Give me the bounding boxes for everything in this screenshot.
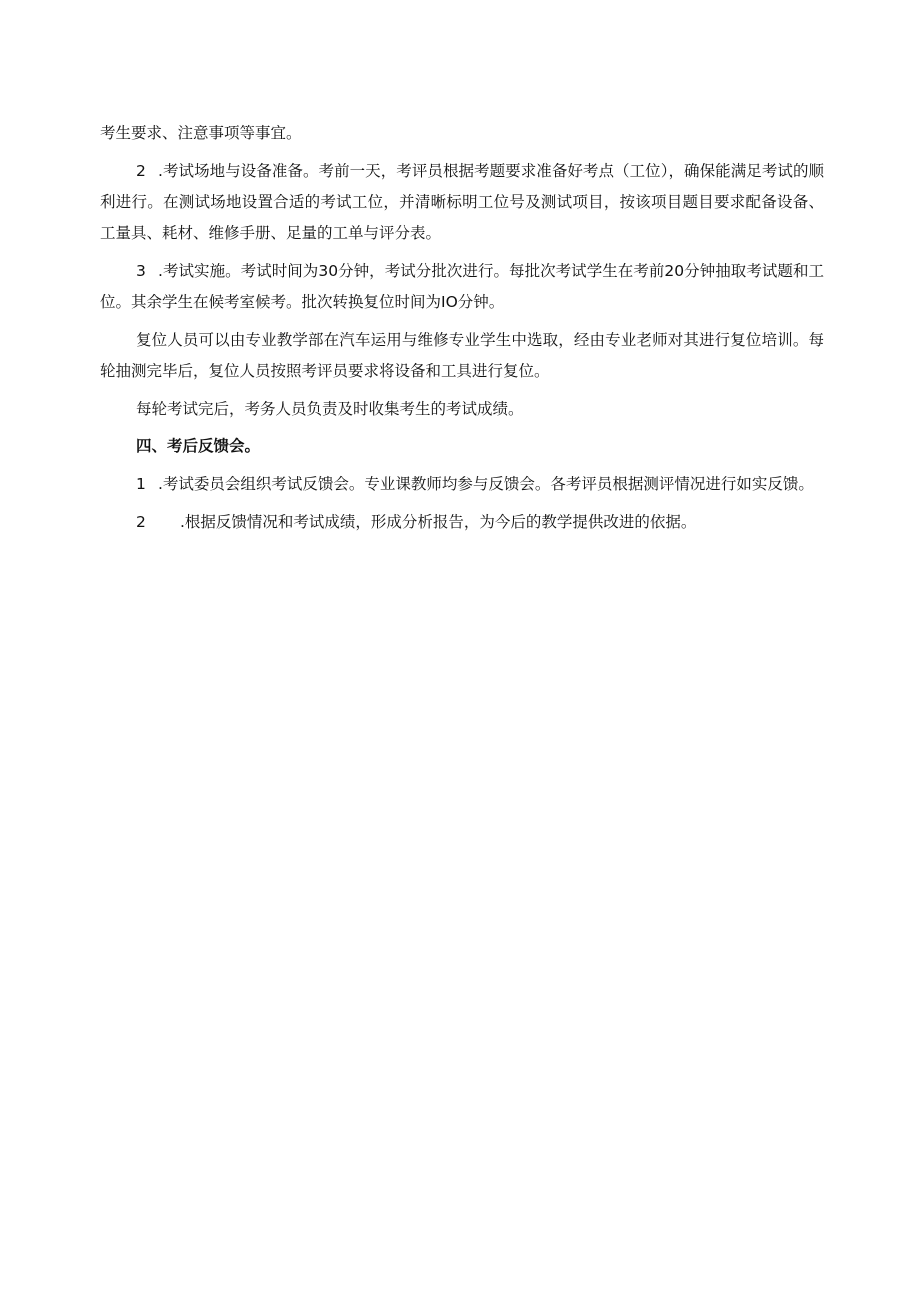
item-number: 2 [136,513,146,531]
paragraph-reset-staff: 复位人员可以由专业教学部在汽车运用与维修专业学生中选取，经由专业老师对其进行复位培训。每轮抽测完毕后，复位人员按照考评员要求将设备和工具进行复位。 [100,331,824,380]
item-text: .根据反馈情况和考试成绩，形成分析报告，为今后的教学提供改进的依据。 [180,513,697,531]
item-number: 1 [136,475,146,493]
section-heading-feedback: 四、考后反馈会。 [136,437,261,455]
paragraph-venue-preparation [100,156,824,249]
paragraph-feedback-meeting [100,469,824,500]
paragraph-score-collection: 每轮考试完后，考务人员负责及时收集考生的考试成绩。 [136,400,524,418]
item-text: .考试实施。考试时间为30分钟，考试分批次进行。每批次考试学生在考前20分钟抽取考试题和工位。其余学生在候考室候考。批次转换复位时间为IO分钟。 [100,262,824,311]
paragraph-analysis-report [100,507,824,538]
document-body [100,118,824,538]
item-text: .考试委员会组织考试反馈会。专业课教师均参与反馈会。各考评员根据测评情况进行如实反馈。 [158,475,814,493]
paragraph-exam-requirements-tail: 考生要求、注意事项等事宜。 [100,124,302,142]
item-number: 3 [136,262,146,280]
item-text: .考试场地与设备准备。考前一天，考评员根据考题要求准备好考点（工位），确保能满足考试的顺利进行。在测试场地设置合适的考试工位，并清晰标明工位号及测试项目，按该项目题目要求配备设备、工量具、耗材、维修手册、足量的工单与评分表。 [100,162,824,242]
paragraph-exam-implementation [100,256,824,318]
item-number: 2 [136,162,146,180]
